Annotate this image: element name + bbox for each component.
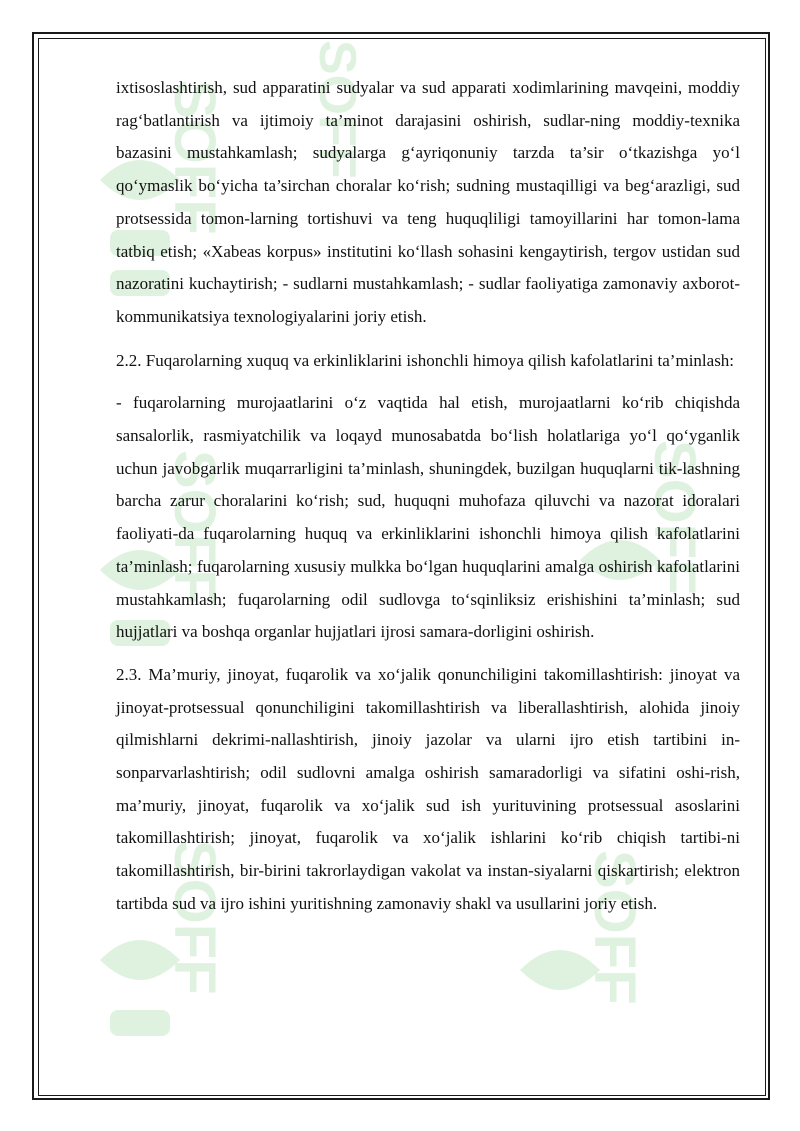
svg-text:SOFF: SOFF <box>162 80 227 235</box>
svg-text:SOFF: SOFF <box>642 440 707 595</box>
svg-text:SOFF: SOFF <box>162 450 227 605</box>
paragraph-section-2-3: 2.3. Ma’muriy, jinoyat, fuqarolik va xo‘jalik qonunchiligini takomillashtirish: jinoyat va jinoyat-protsessual qonunchiligini takomillashtirish va liberallashtirish, alohida jinoiy qilmishlarni dekrimi-nallashtirish, jinoiy jazolar va ularni ijro etish tartibini in-sonparvarlashtirish; odil sudlovni amalga oshirish samaradorligi va sifatini oshi-rish, ma’muriy, jinoyat, fuqarolik va xo‘jalik sud ish yurituvining protsessual asoslarini takomillashtirish; jinoyat, fuqarolik va xo‘jalik ishlarini ko‘rib chiqish tartibi-ni takomillashtirish, bir-birini takrorlaydigan vakolat va instan-siyalarni qiskartirish; elektron tartibda sud va ijro ishini yuritishning zamonaviy shakl va usullarini joriy etish. <box>116 664 740 913</box>
svg-text:SOFF: SOFF <box>308 40 366 179</box>
svg-text:SOFF: SOFF <box>582 850 647 1005</box>
paragraph-citizen-rights: - fuqarolarning murojaatlarini o‘z vaqtida hal etish, murojaatlarni ko‘rib chiqishda sansalorlik, rasmiyatchilik va loqayd munosabatda bo‘lish holatlariga yo‘l qo‘yganlik uchun javobgarlik muqarrarligini ta’minlash, shuningdek, buzilgan huquqlarni tik-lashning barcha zarur choralarini ko‘rish; sud, huquqni muhofaza qiluvchi va nazorat idoralari faoliyati-da fuqarolarning huquq va erkinliklarini ishonchli himoya qilish kafolatlarini ta’minlash; fuqarolarning xususiy mulkka bo‘lgan huquqlarini amalga oshirish kafolatlarini mustahkamlash; fuqarolarning odil sudlovga to‘sqinliksiz erishishini ta’minlash; sud hujjatlari va boshqa organlar hujjatlari ijrosi samara-dorligini oshirish. <box>116 393 740 642</box>
document-body <box>116 72 740 921</box>
svg-text:SOFF: SOFF <box>162 840 227 995</box>
paragraph-judicial-reform: ixtisoslashtirish, sud apparatini sudyalar va sud apparati xodimlarining mavqeini, moddiy rag‘batlantirish va ijtimoiy ta’minot darajasini oshirish, sudlar-ning moddiy-texnika bazasini mustahkamlash; sudyalarga g‘ayriqonuniy tarzda ta’sir o‘tkazishga yo‘l qo‘ymaslik bo‘yicha ta’sirchan choralar ko‘rish; sudning mustaqilligi va beg‘arazligi, sud protsessida tomon-larning tortishuvi va teng huquqliligi tamoyillarini har tomon-lama tatbiq etish; «Xabeas korpus» institutini ko‘llash sohasini kengaytirish, tergov ustidan sud nazoratini kuchaytirish; - sudlarni mustahkamlash; - sudlar faoliyatiga zamonaviy axborot-kommunikatsiya texnologiyalarini joriy etish. <box>116 78 740 326</box>
section-heading-2-2: 2.2. Fuqarolarning xuquq va erkinliklarini ishonchli himoya qilish kafolatlarini ta’minlash: <box>116 350 735 370</box>
